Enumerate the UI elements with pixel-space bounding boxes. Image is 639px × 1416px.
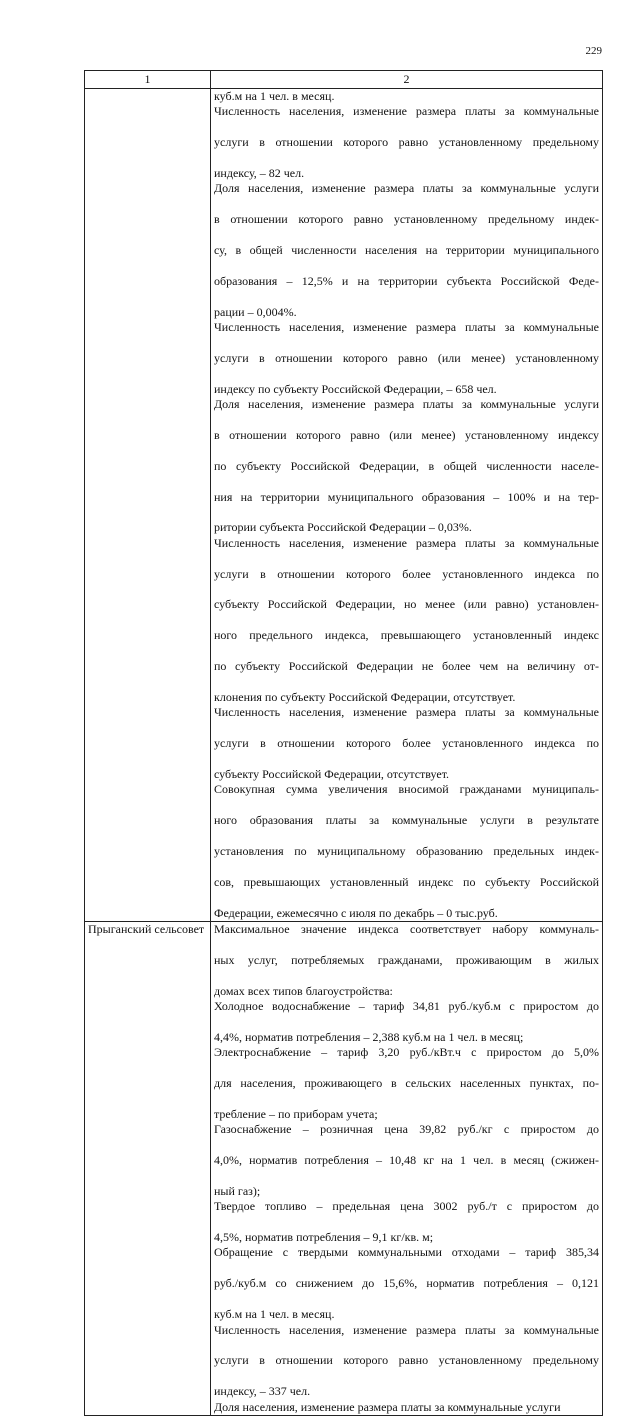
text-line: Численность населения, изменение размера платы за коммунальные: [214, 535, 599, 550]
text-line: индексу, – 82 чел.: [214, 166, 305, 181]
municipality-cell: Прыганский сельсовет: [85, 921, 211, 1415]
text-line: Совокупная сумма увеличения вносимой гражданами муниципаль-: [214, 782, 599, 797]
text-line: по субъекту Российской Федерации, в общей численности населе-: [214, 458, 599, 473]
text-line: ного предельного индекса, превышающего установленный индекс: [214, 628, 599, 643]
table-row: [85, 89, 603, 922]
text-line: 4,4%, норматив потребления – 2,388 куб.м на 1 чел. в месяц;: [214, 1029, 524, 1044]
text-line: в отношении которого равно установленному предельному индек-: [214, 212, 599, 227]
text-line: субъекту Российской Федерации, отсутствует.: [214, 766, 450, 781]
text-line: индексу, – 337 чел.: [214, 1384, 311, 1399]
text-line: Численность населения, изменение размера платы за коммунальные: [214, 104, 599, 119]
text-line: Численность населения, изменение размера платы за коммунальные: [214, 705, 599, 720]
text-line: Доля населения, изменение размера платы за коммунальные услуги: [214, 1399, 561, 1414]
text-line: Газоснабжение – розничная цена 39,82 руб./кг с приростом до: [214, 1122, 599, 1137]
table-row: [85, 921, 603, 1415]
text-line: ного образования платы за коммунальные услуги в результате: [214, 813, 599, 828]
page-number: 229: [585, 45, 602, 57]
text-line: установления по муниципальному образованию предельных индек-: [214, 843, 599, 858]
description-cell: [211, 921, 603, 1415]
text-line: 4,5%, норматив потребления – 9,1 кг/кв. м;: [214, 1230, 434, 1245]
text-line: услуги в отношении которого равно установленному предельному: [214, 135, 599, 150]
text-line: ных услуг, потребляемых гражданами, проживающим в жилых: [214, 952, 599, 967]
text-line: сов, превышающих установленный индекс по субъекту Российской: [214, 874, 599, 889]
text-line: Твердое топливо – предельная цена 3002 руб./т с приростом до: [214, 1199, 599, 1214]
text-line: куб.м на 1 чел. в месяц.: [214, 89, 335, 103]
text-line: руб./куб.м со снижением до 15,6%, норматив потребления – 0,121: [214, 1276, 599, 1291]
text-line: Доля населения, изменение размера платы за коммунальные услуги: [214, 181, 599, 196]
text-line: ный газ);: [214, 1183, 261, 1198]
text-line: в отношении которого равно (или менее) установленному индексу: [214, 427, 599, 442]
municipality-cell: [85, 89, 211, 922]
text-line: индексу по субъекту Российской Федерации, – 658 чел.: [214, 381, 497, 396]
column-header-2: 2: [211, 71, 603, 89]
text-line: Максимальное значение индекса соответствует набору коммуналь-: [214, 921, 599, 936]
text-line: по субъекту Российской Федерации не более чем на величину от-: [214, 659, 599, 674]
text-line: рации – 0,004%.: [214, 304, 297, 319]
text-line: требление – по приборам учета;: [214, 1106, 378, 1121]
text-line: субъекту Российской Федерации, но менее (или равно) установлен-: [214, 597, 599, 612]
text-line: услуги в отношении которого более установленного индекса по: [214, 736, 599, 751]
document-table: [84, 70, 603, 1416]
text-line: Обращение с твердыми коммунальными отходами – тариф 385,34: [214, 1245, 599, 1260]
text-line: для населения, проживающего в сельских населенных пунктах, по-: [214, 1076, 599, 1090]
text-line: домах всех типов благоустройства:: [214, 983, 393, 998]
text-line: Численность населения, изменение размера платы за коммунальные: [214, 1322, 599, 1337]
text-line: услуги в отношении которого равно (или менее) установленному: [214, 350, 599, 365]
text-line: 4,0%, норматив потребления – 10,48 кг на 1 чел. в месяц (сжижен-: [214, 1153, 599, 1168]
table-header-row: [85, 71, 603, 89]
text-line: ния на территории муниципального образования – 100% и на тер-: [214, 489, 599, 504]
text-line: Электроснабжение – тариф 3,20 руб./кВт.ч с приростом до 5,0%: [214, 1045, 599, 1060]
text-line: услуги в отношении которого равно установленному предельному: [214, 1353, 599, 1368]
text-line: клонения по субъекту Российской Федерации, отсутствует.: [214, 689, 516, 704]
text-line: куб.м на 1 чел. в месяц.: [214, 1307, 335, 1322]
text-line: су, в общей численности населения на территории муниципального: [214, 243, 599, 258]
text-line: Численность населения, изменение размера платы за коммунальные: [214, 320, 599, 335]
text-line: Доля населения, изменение размера платы за коммунальные услуги: [214, 397, 599, 412]
text-line: услуги в отношении которого более установленного индекса по: [214, 566, 599, 581]
text-line: ритории субъекта Российской Федерации – 0,03%.: [214, 520, 472, 535]
description-cell: [211, 89, 603, 922]
text-line: Холодное водоснабжение – тариф 34,81 руб./куб.м с приростом до: [214, 998, 599, 1013]
text-line: образования – 12,5% и на территории субъекта Российской Феде-: [214, 273, 599, 288]
text-line: Федерации, ежемесячно с июля по декабрь – 0 тыс.руб.: [214, 905, 498, 920]
column-header-1: 1: [85, 71, 211, 89]
